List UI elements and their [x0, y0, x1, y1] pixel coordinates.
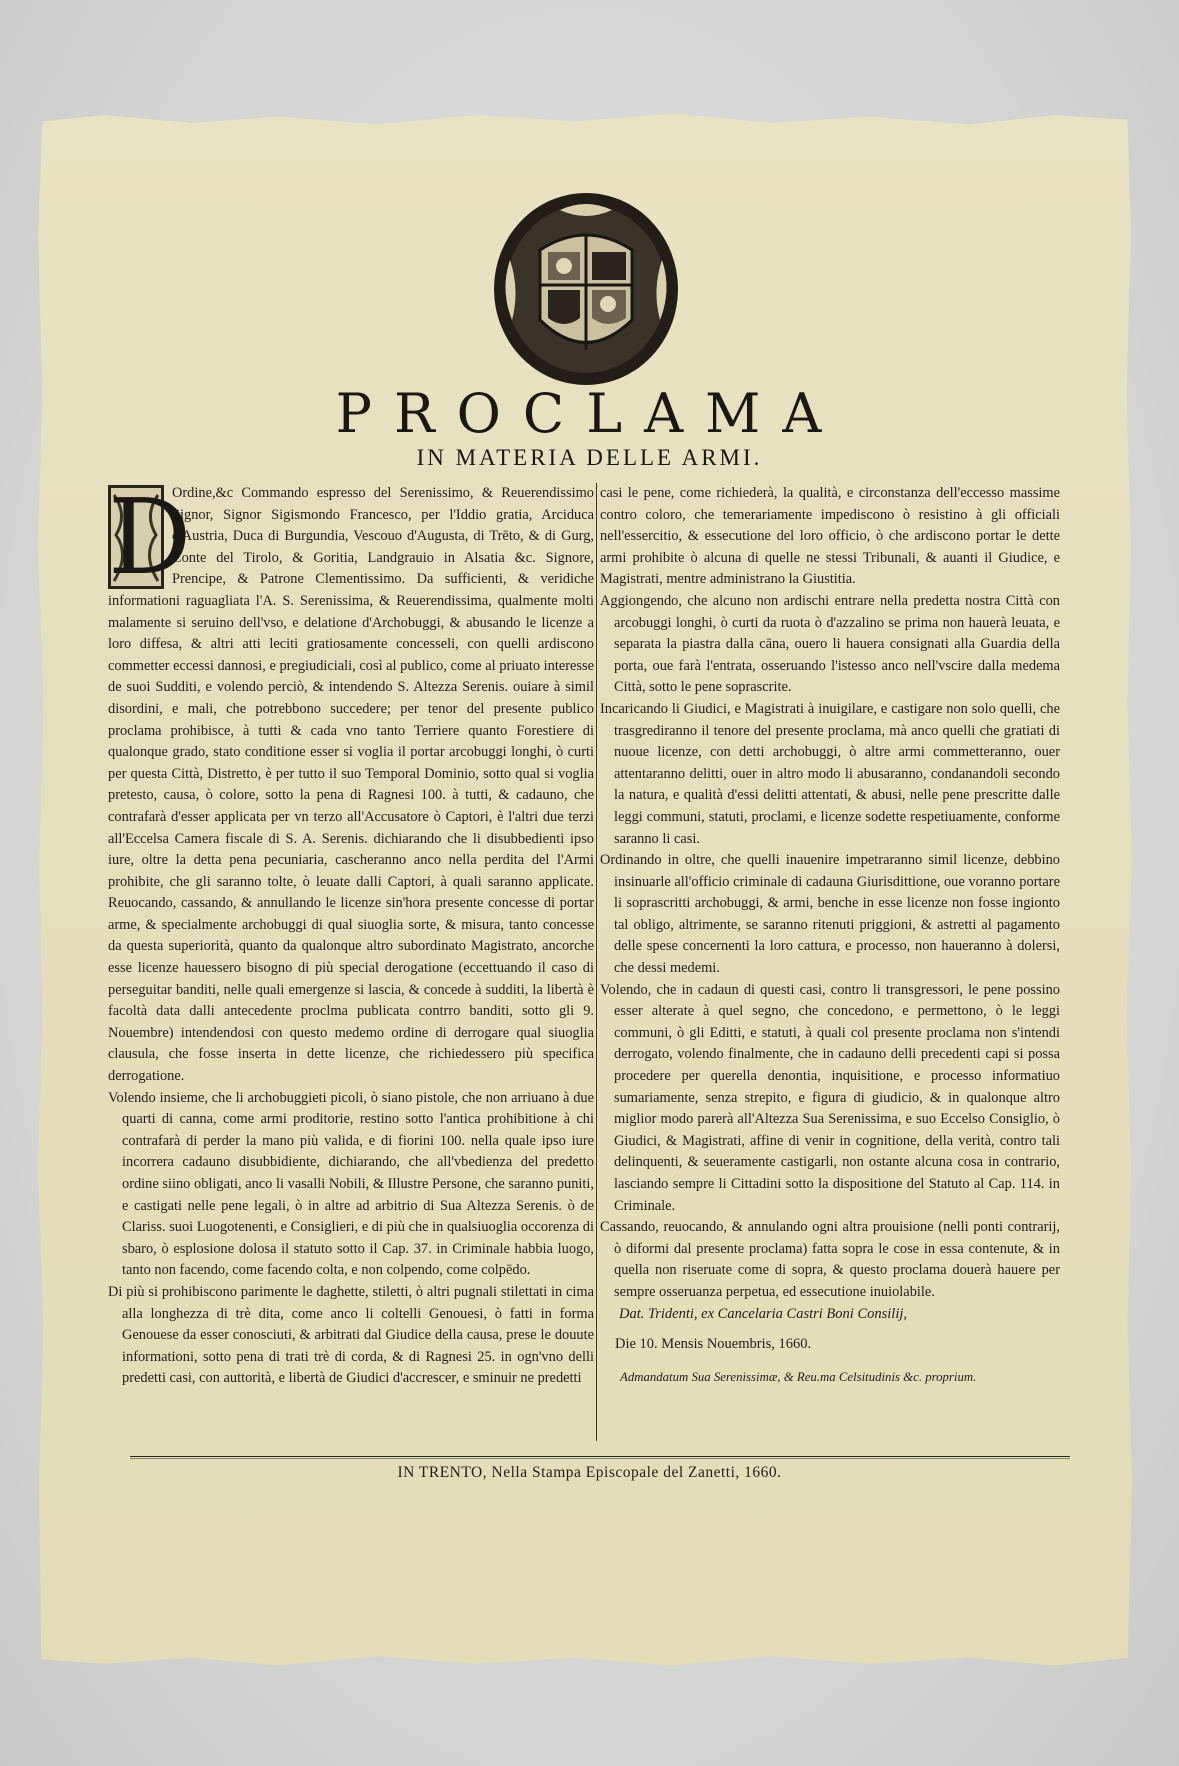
right-paragraph-2: Aggiongendo, che alcuno non ardischi entrare nella predetta nostra Città con arcobuggi longhi, ò curti da ruota ò d'azzalino se prima non hauerà leuata, e separata la piastra dalla cāna, ouero li hauera consignati alla Guardia della porta, oue farà l'entrata, osseruando l'istesso anco nell'vscire dalla medema Città, sotto le pene soprascrite. [600, 592, 1060, 696]
printer-imprint: IN TRENTO, Nella Stampa Episcopale del Zanetti, 1660. [397, 1464, 782, 1481]
proclamation-title: PROCLAMA [335, 382, 844, 445]
mandate-line: Admandatum Sua Serenissimæ, & Reu.ma Celsitudinis &c. proprium. [620, 1370, 977, 1384]
coat-of-arms-seal [490, 190, 682, 388]
right-paragraph-3: Incaricando li Giudici, e Magistrati à inuigilare, e castigare non solo quelli, che trasgrediranno il tenore del presente proclama, mà anco quelli che gratiati di nuoue licenze, con detti archobuggi, ò altre armi commetteranno, ouer attentaranno delitti, ouer in altro modo li abusaranno, condanandoli secondo la natura, e qualità d'essi delitti attentati, & abusi, nelle pene prescritte dalle leggi communi, statuti, proclami, e licenze sodette respetiuamente, conforme saranno li casi. [600, 700, 1060, 847]
drop-cap-letter: D [108, 476, 192, 598]
column-divider [596, 483, 597, 1441]
proclamation-subtitle: IN MATERIA DELLE ARMI. [416, 445, 763, 470]
right-paragraph-4: Ordinando in oltre, che quelli inauenire impetraranno simil licenze, debbino insinuarle all'officio criminale di cadauna Giurisdittione, oue voranno portare li soprascritti archobuggi, & armi, benche in esse licenze non fosse ingionto tal obligo, altrimente, se saranno ritenuti priggioni, & astretti al pagamento delle spese concernenti la loro cattura, e processo, non haueranno à dolersi, che dessi medemi. [600, 852, 1060, 977]
dated-at-line: Dat. Tridenti, ex Cancelaria Castri Boni Consilij, [619, 1306, 907, 1322]
left-paragraph-3: Di più si prohibiscono parimente le daghette, stiletti, ò altri pugnali stilettati in cima alla longhezza di trè dita, come anco li coltelli Genouesi, ò fatti in forma Genouese da esser conosciuti, & arbitrati dal Giudice della causa, prese le douute informationi, sotto pena di trati trè di corda, & di Ragnesi 25. in ogn'vno delli predetti casi, con auttorità, e libertà de Giudici d'accrescer, e sminuir ne predetti [108, 1283, 594, 1387]
drop-cap [108, 476, 192, 598]
left-paragraph-1: Ordine,&c Commando espresso del Serenissimo, & Reuerendissimo Signor, Signor Sigismondo Francesco, per l'Iddio gratia, Arciduca d'Austria, Duca di Burgundia, Vescouo d'Augusta, di Trēto, & di Gurg, Conte del Tirolo, & Goritia, Landgrauio in Alsatia &c. Signore, Prencipe, & Patrone Clementissimo. Da sufficienti, & veridiche informationi raguagliata l'A. S. Serenissima, & Reuerendissima, qualmente molti malamente si seruino dell'vso, e delatione d'Archobuggi, & abusando le licenze a loro diffesa, & altri atti leciti gratiosamente concesseli, con quelli ardiscono commetter eccessi dannosi, e pregiudiciali, così al publico, come al priuato interesse de suoi Sudditi, e volendo perciò, & intendendo S. Altezza Serenis. ouiare à simil disordini, e mali, che potrebbono succedere; per tenor del presente publico proclama prohibisce, à tutti & cada vno tanto Terriere quanto Forestiere di qualonque grado, stato conditione esser si voglia il portar arcobuggi longhi, ò curti per questa Città, Distretto, è per tutto il suo Temporal Dominio, sotto qual si voglia pretesto, causa, ò colore, sotto la pena di Ragnesi 100. à tutti, & cadauno, che contrafarà d'esser applicata per vn terzo all'Accusatore ò Captori, è l'altri due terzi all'Eccelsa Camera fiscale di S. A. Serenis. dichiarando che li disubbedienti ipso iure, oltre la detta pena pecuniaria, cascheranno anco nella perdita del l'Armi prohibite, che gli saranno tolte, ò leuate dalli Captori, à quali saranno applicate. Reuocando, cassando, & annullando le licenze sin'hora presente concesse di portar arme, & specialmente archobuggi di qual siuoglia sorte, & misura, tanto concesse da questa superiorità, quanto da qualonque altro subordinato Magistrato, ancorche esse licenze hauessero bisogno di più special derogatione (eccettuando il caso di perseguitar banditi, nelle quali emergenze si lascia, & concede à sudditi, la libertà è facoltà data dalli antecedente proclma publicata contrro banditi, sotto gli 9. Nouembre) intendendosi con questo medemo ordine di derrogare qual siuoglia clausula, che fosse inserta in dette licenze, che richiedessero più specifica derrogatione. [108, 485, 594, 1085]
left-paragraph-2: Volendo insieme, che li archobuggieti picoli, ò siano pistole, che non arriuano à due quarti di canna, come armi proditorie, restino sotto l'antica prohibitione à chi contrafarà di perder la mano più valida, e di fiorini 100. nella quale ipso iure incorrera cadauno disubbidiente, dichiarando, che all'vbedienza del predetto ordine siino obligati, anco li vasalli Nobili, & Illustre Persone, che saranno puniti, e castigati nelle pene legali, ò in altre ad arbitrio di Sua Altezza Serenis. ò de Clariss. suoi Luogotenenti, e Consiglieri, e di più che in qualsiuoglia occorenza di sbaro, ò esplosione dolosa il statuto sotto il Cap. 37. in Criminale habbia luogo, tanto non facendo, come facendo colta, e non colpendo, come colpēdo. [108, 1089, 594, 1279]
right-paragraph-1: casi le pene, come richiederà, la qualità, e circonstanza dell'eccesso massime contro coloro, che temerariamente impediscono ò resistino à gli officiali nell'essercitio, & essecutione del loro officio, ò che ardiscono portar le dette armi prohibite ò alcuna di quelle ne stessi Tribunali, & auanti il Giudice, e Magistrati, mentre administrano la Giustitia. [600, 485, 1060, 588]
footer-rule-secondary [130, 1458, 1070, 1459]
right-paragraph-5: Volendo, che in cadaun di questi casi, contro li transgressori, le pene possino esser alterate à quel segno, che concedono, e permettono, ò le leggi communi, ò gli Editti, e statuti, à quali col presente proclama non s'intendi derrogato, volendo finalmente, che in cadauno delli precedenti capi si possa procedere per querella denontia, inquisitione, e processo informatiuo sumariamente, senza strepito, e figura di giudicio, & in qualonque altro miglior modo parerà all'Altezza Sua Serenissima, e suo Eccelso Consiglio, ò Giudici, & Magistrati, affine di venir in cognitione, della verità, contro tali delinquenti, & seueramente castigarli, non ostante alcuna cosa in contrario, lasciando sempre li Cittadini sotto la dispositione del Statuto al Cap. 114. in Criminale. [600, 981, 1060, 1214]
left-column [108, 476, 594, 1390]
right-column [600, 483, 1060, 1304]
right-paragraph-6: Cassando, reuocando, & annulando ogni altra prouisione (nelli ponti contrarij, ò diformi dal presente proclama) fatta sopra le cose in essa contenute, & in quella non riseruate come di sopra, & questo proclama douerà hauere per sempre osseruanza perpetua, ed essecutione inuiolabile. [600, 1219, 1060, 1300]
date-line: Die 10. Mensis Nouembris, 1660. [615, 1336, 812, 1352]
footer-rule [130, 1456, 1070, 1457]
